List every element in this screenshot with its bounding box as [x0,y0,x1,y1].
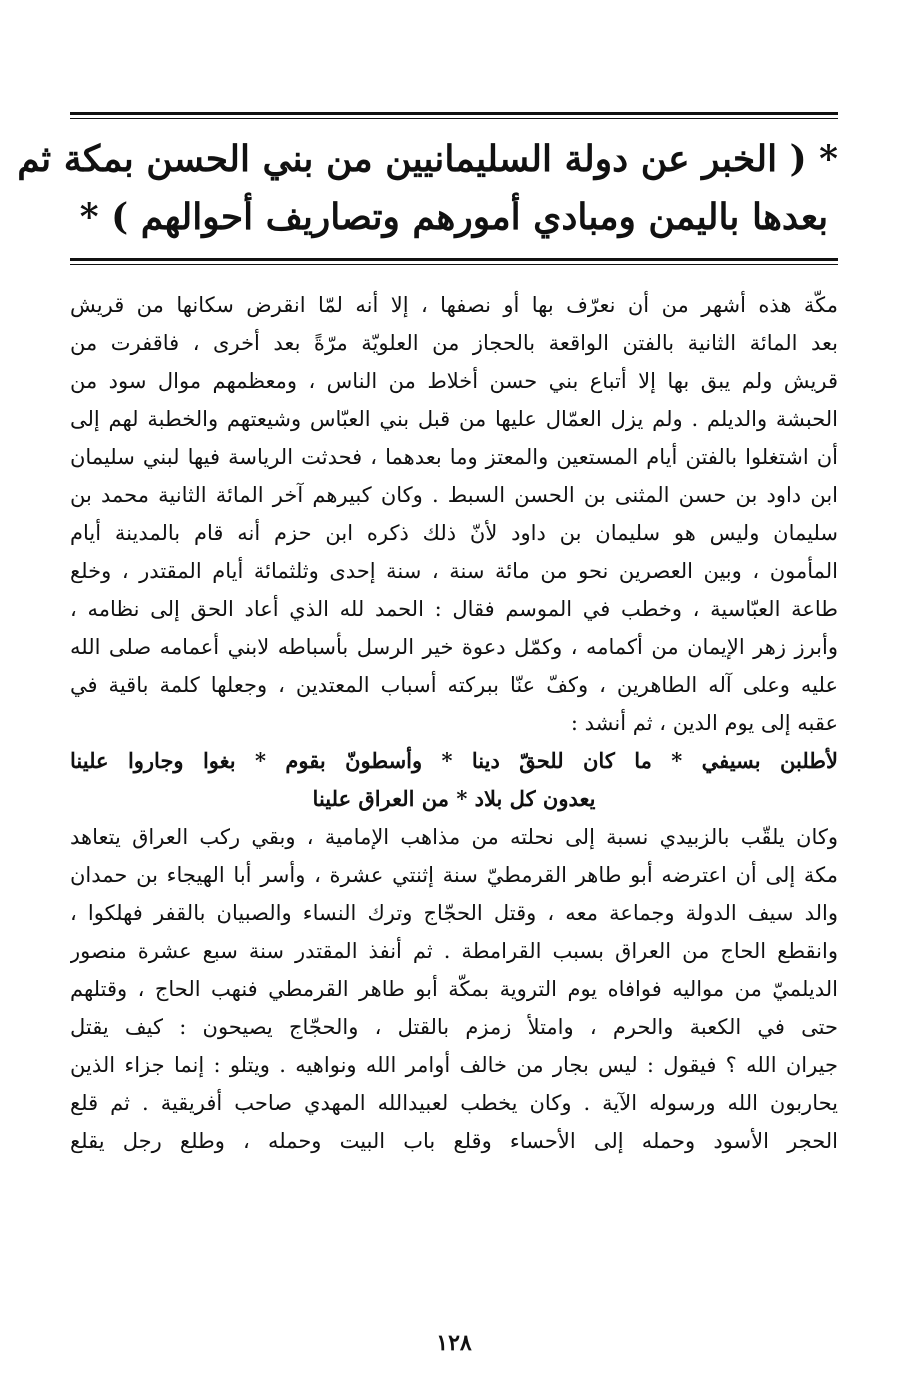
text-line: قريش ولم يبق بها إلا أتباع بني حسن أخلاط من الناس ، ومعظمهم موال سود من [70,369,838,393]
text-line: وكان يلقّب بالزبيدي نسبة إلى نحلته من مذاهب الإمامية ، وبقي ركب العراق يتعاهد [70,825,838,849]
text-line: يحاربون الله ورسوله الآية . وكان يخطب لعبيدالله المهدي صاحب أفريقية . ثم قلع [70,1091,838,1115]
body-text [70,286,838,1160]
chapter-title [17,130,838,246]
text-line: عليه وعلى آله الطاهرين ، وكفّ عنّا ببركته أسباب المعتدين ، وجعلها كلمة باقية في [70,673,838,697]
text-line: بعد المائة الثانية بالفتن الواقعة بالحجاز من العلويّة مرّةً بعد أخرى ، فاقفرت من [70,331,838,355]
text-line: أن اشتغلوا بالفتن أيام المستعين والمعتز وما بعدهما ، فحدثت الرياسة فيها لبني سليمان [70,445,838,469]
page-number: ١٢٨ [436,1330,472,1356]
chapter-title-line-1: * ( الخبر عن دولة السليمانيين من بني الحسن بمكة ثم [17,138,838,180]
text-line: سليمان وليس هو سليمان بن داود لأنّ ذلك ذكره ابن حزم أنه قام بالمدينة أيام [70,521,838,545]
poem-verse-line: يعدون كل بلاد * من العراق علينا [312,786,596,811]
text-line: المأمون ، وبين العصرين نحو من مائة سنة ، سنة إحدى وثلثمائة أيام المقتدر ، وخلع [70,559,838,583]
text-line: طاعة العبّاسية ، وخطب في الموسم فقال : الحمد لله الذي أعاد الحق إلى نظامه ، [70,597,838,621]
text-line: الديلميّ من مواليه فوافاه يوم التروية بمكّة أبو طاهر القرمطي فنهب الحاج ، وقتلهم [70,977,838,1001]
text-line: حتى في الكعبة والحرم ، وامتلأ زمزم بالقتل ، والحجّاج يصيحون : كيف يقتل [70,1015,838,1039]
chapter-title-line-2: بعدها باليمن ومبادي أمورهم وتصاريف أحوالهم ) * [79,196,829,238]
text-line: عقبه إلى يوم الدين ، ثم أنشد : [570,711,838,735]
header-top-rule [70,112,838,119]
text-line: الحبشة والديلم . ولم يزل العمّال عليها من قبل بني العبّاس وشيعتهم والخطبة لهم إلى [70,407,838,431]
text-line: مكّة هذه أشهر من أن نعرّف بها أو نصفها ، إلا أنه لمّا انقرض سكانها من قريش [70,293,838,317]
text-line: مكة إلى أن اعترضه أبو طاهر القرمطيّ سنة إثنتي عشرة ، وأسر أبا الهيجاء بن حمدان [70,863,838,887]
header-bottom-rule [70,258,838,265]
text-line: جيران الله ؟ فيقول : ليس بجار من خالف أوامر الله ونواهيه . ويتلو : إنما جزاء الذين [70,1053,838,1077]
text-line: ابن داود بن حسن المثنى بن الحسن السبط . وكان كبيرهم آخر المائة الثانية محمد بن [70,483,838,507]
text-line: الحجر الأسود وحمله إلى الأحساء وقلع باب البيت وحمله ، وطلع رجل يقلع [70,1129,838,1153]
text-line: والد سيف الدولة وجماعة معه ، وقتل الحجّاج وترك النساء والصبيان بالقفر فهلكوا ، [70,901,838,925]
poem-verse-line: لأطلبن بسيفي * ما كان للحقّ دينا * وأسطونّ بقوم * بغوا وجاروا علينا [70,748,838,773]
text-line: وانقطع الحاج من العراق بسبب القرامطة . ثم أنفذ المقتدر سنة سبع عشرة منصور [70,939,838,963]
text-line: وأبرز زهر الإيمان من أكمامه ، وكمّل دعوة خير الرسل بأسباطه لابني أعمامه صلى الله [70,635,838,659]
